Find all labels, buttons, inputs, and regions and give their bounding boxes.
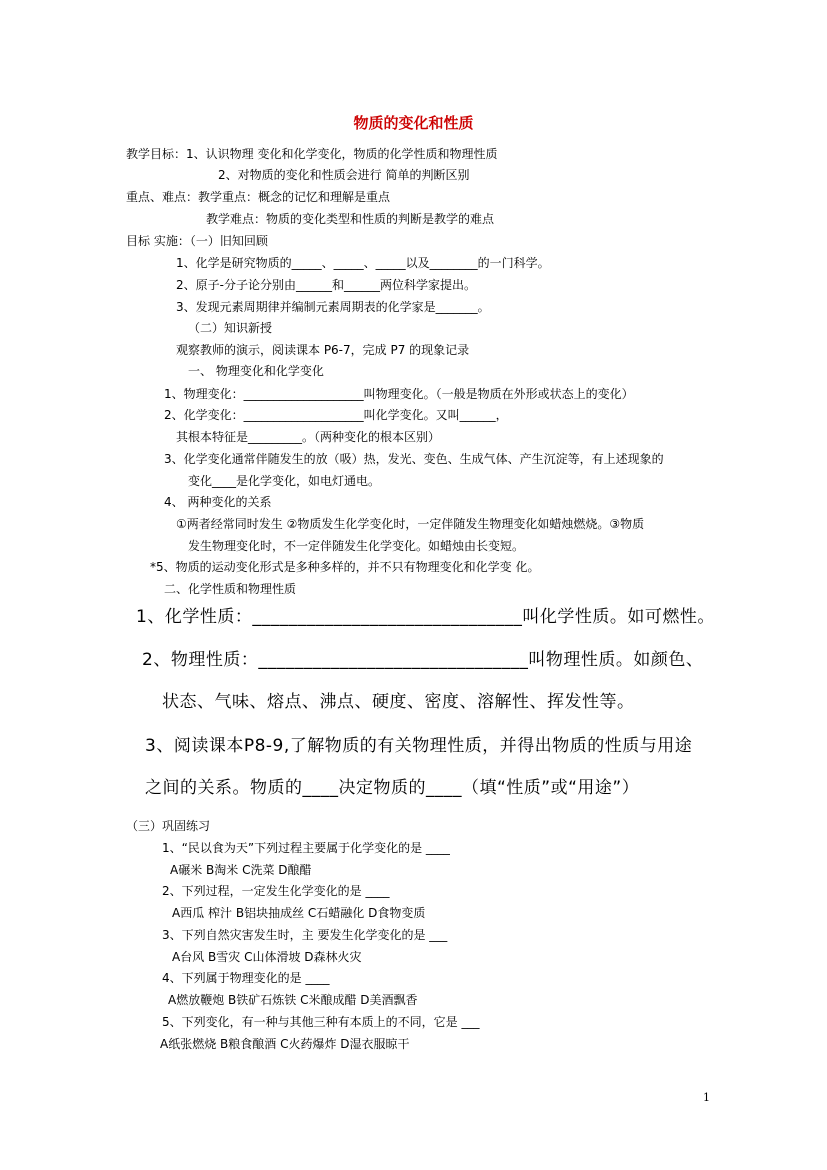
section-one-heading: 一、 物理变化和化学变化: [188, 364, 324, 378]
physical-change-definition: 1、物理变化：____________________叫物理变化。（一般是物质在外形或状态上的变化）: [164, 387, 634, 401]
phenomena-line-2: 变化____是化学变化，如电灯通电。: [188, 474, 381, 488]
practice-question-1: 1、“民以食为天”下列过程主要属于化学变化的是 ____: [162, 841, 450, 855]
practice-question-4: 4、下列属于物理变化的是 ____: [162, 971, 330, 985]
reading-instruction: 3、阅读课本P8-9,了解物质的有关物理性质，并得出物质的性质与用途: [145, 736, 693, 756]
practice-question-2: 2、下列过程，一定发生化学变化的是 ____: [162, 884, 390, 898]
practice-options-1: A碾米 B淘米 C洗菜 D酿醋: [170, 863, 312, 877]
property-use-relation: 之间的关系。物质的____决定物质的____（填“性质”或“用途”）: [145, 778, 640, 798]
physical-property-definition: 2、物理性质：______________________________叫物理性质。如颜色、: [142, 650, 704, 670]
new-knowledge-heading: （二）知识新授: [188, 321, 273, 335]
practice-question-5: 5、下列变化，有一种与其他三种有本质上的不同，它是 ___: [162, 1015, 480, 1029]
practice-options-4: A燃放鞭炮 B铁矿石炼铁 C米酿成醋 D美酒飘香: [168, 993, 418, 1007]
observation-instruction: 观察教师的演示，阅读课本 P6-7，完成 P7 的现象记录: [176, 343, 470, 357]
chemical-change-definition: 2、化学变化：____________________叫化学变化。又叫______，: [164, 408, 508, 422]
phenomena-line-1: 3、化学变化通常伴随发生的放（吸）热，发光、变色、生成气体、产生沉淀等，有上述现象的: [164, 452, 664, 466]
relationship-heading: 4、 两种变化的关系: [164, 495, 272, 509]
motion-change-note: *5、物质的运动变化形式是多种多样的，并不只有物理变化和化学变 化。: [150, 560, 540, 574]
teaching-goal-line-2: 2、对物质的变化和性质会进行 简单的判断区别: [218, 168, 470, 182]
relationship-line-1: ①两者经常同时发生 ②物质发生化学变化时，一定伴随发生物理变化如蜡烛燃烧。③物质: [176, 517, 645, 531]
key-point-line: 重点、难点：教学重点：概念的记忆和理解是重点: [126, 190, 391, 204]
practice-question-3: 3、下列自然灾害发生时，主 要发生化学变化的是 ___: [162, 928, 448, 942]
implementation-heading: 目标 实施：（一）旧知回顾: [126, 234, 268, 248]
section-two-heading: 二、化学性质和物理性质: [164, 582, 297, 596]
practice-options-5: A纸张燃烧 B粮食酿酒 C火药爆炸 D湿衣服晾干: [160, 1037, 410, 1051]
review-question-3: 3、发现元素周期律并编制元素周期表的化学家是_______。: [176, 300, 490, 314]
review-question-1: 1、化学是研究物质的_____、_____、_____以及________的一门科学。: [176, 256, 550, 270]
document-title: 物质的变化和性质: [353, 114, 474, 132]
fundamental-feature-line: 其根本特征是_________。（两种变化的根本区别）: [176, 430, 441, 444]
chemical-property-definition: 1、化学性质：______________________________叫化学性质。如可燃性。: [136, 607, 715, 627]
page-number: 1: [703, 1091, 710, 1104]
practice-options-3: A台风 B雪灾 C山体滑坡 D森林火灾: [172, 950, 362, 964]
practice-heading: （三）巩固练习: [126, 819, 211, 833]
difficult-point-line: 教学难点：物质的变化类型和性质的判断是教学的难点: [206, 212, 495, 226]
physical-property-examples: 状态、气味、熔点、沸点、硬度、密度、溶解性、挥发性等。: [162, 692, 635, 712]
teaching-goal-line-1: 教学目标：1、认识物理 变化和化学变化，物质的化学性质和物理性质: [126, 147, 498, 161]
relationship-line-2: 发生物理变化时，不一定伴随发生化学变化。如蜡烛由长变短。: [188, 539, 525, 553]
review-question-2: 2、原子-分子论分别由______和______两位科学家提出。: [176, 278, 476, 292]
practice-options-2: A西瓜 榨汁 B铝块抽成丝 C石蜡融化 D食物变质: [172, 906, 426, 920]
